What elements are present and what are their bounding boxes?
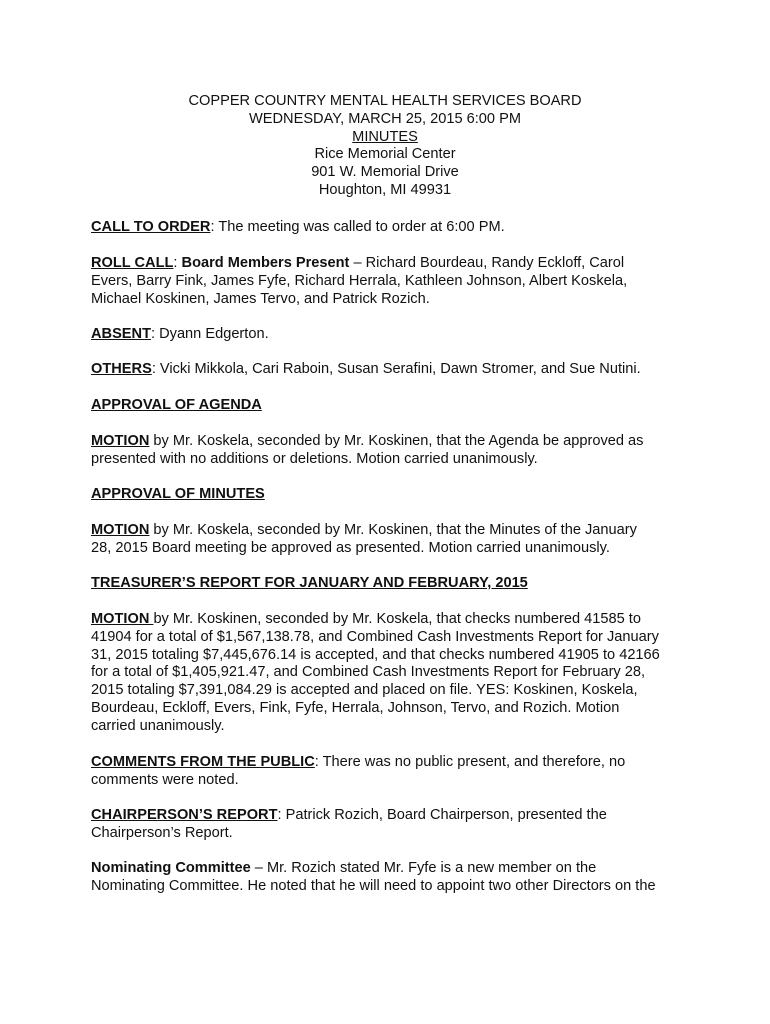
chairperson-report-section (91, 807, 691, 843)
roll-call-sep: : (173, 255, 182, 271)
motion-line: presented with no additions or deletions. Motion carried unanimously. (91, 450, 538, 467)
public-comments-line: comments were noted. (91, 771, 239, 788)
approval-agenda-motion (91, 433, 691, 469)
absent-label: ABSENT (91, 326, 151, 342)
roll-call-label: ROLL CALL (91, 255, 174, 271)
minutes-title: MINUTES (352, 128, 418, 145)
roll-call-line: Michael Koskinen, James Tervo, and Patrick Rozich. (91, 290, 430, 307)
motion-line: 2015 totaling $7,391,084.29 is accepted and placed on file. YES: Koskinen, Koskela, (91, 682, 638, 699)
approval-agenda-heading (91, 397, 691, 415)
motion-line: by Mr. Koskinen, seconded by Mr. Koskela, that checks numbered 41585 to (153, 611, 641, 627)
document-header (0, 93, 770, 200)
public-comments-line: : There was no public present, and therefore, no (314, 754, 626, 770)
roll-call-line: Evers, Barry Fink, James Fyfe, Richard Herrala, Kathleen Johnson, Albert Koskela, (91, 272, 628, 289)
approval-minutes-heading (91, 486, 691, 504)
motion-line: for a total of $1,405,921.47, and Combined Cash Investments Report for February 28, (91, 664, 646, 681)
nominating-line: – Mr. Rozich stated Mr. Fyfe is a new member on the (250, 860, 597, 876)
call-to-order-label: CALL TO ORDER (91, 219, 211, 235)
public-comments-section (91, 754, 691, 790)
meeting-city: Houghton, MI 49931 (318, 181, 452, 198)
meeting-location: Rice Memorial Center (314, 146, 456, 163)
section-heading: APPROVAL OF MINUTES (91, 486, 265, 502)
roll-call-section (91, 255, 691, 308)
call-to-order-section (91, 219, 691, 237)
motion-line: carried unanimously. (91, 717, 225, 734)
motion-line: by Mr. Koskela, seconded by Mr. Koskinen, that the Minutes of the January (149, 522, 637, 538)
public-comments-label: COMMENTS FROM THE PUBLIC (91, 754, 315, 770)
others-label: OTHERS (91, 361, 152, 377)
roll-call-line: – Richard Bourdeau, Randy Eckloff, Carol (349, 255, 625, 271)
motion-line: 28, 2015 Board meeting be approved as presented. Motion carried unanimously. (91, 539, 610, 556)
meeting-address: 901 W. Memorial Drive (311, 164, 459, 181)
chairperson-report-label: CHAIRPERSON’S REPORT (91, 807, 278, 823)
absent-section (91, 326, 691, 344)
section-heading: APPROVAL OF AGENDA (91, 397, 262, 413)
meeting-date: WEDNESDAY, MARCH 25, 2015 6:00 PM (249, 110, 521, 127)
section-heading: TREASURER’S REPORT FOR JANUARY AND FEBRUARY, 2015 (91, 575, 528, 591)
nominating-line: Nominating Committee. He noted that he will need to appoint two other Directors on the (91, 877, 656, 894)
approval-minutes-motion (91, 522, 691, 558)
treasurer-heading (91, 575, 691, 593)
board-members-present-label: Board Members Present (181, 255, 350, 271)
motion-label: MOTION (91, 611, 154, 627)
others-text: : Vicki Mikkola, Cari Raboin, Susan Serafini, Dawn Stromer, and Sue Nutini. (151, 361, 641, 377)
motion-label: MOTION (91, 522, 150, 538)
chairperson-report-line: : Patrick Rozich, Board Chairperson, presented the (277, 807, 607, 823)
motion-label: MOTION (91, 433, 150, 449)
others-section (91, 361, 691, 379)
motion-line: 31, 2015 totaling $7,445,676.14 is accepted, and that checks numbered 41905 to 42166 (91, 646, 660, 663)
nominating-committee-section (91, 860, 691, 896)
treasurer-motion (91, 611, 691, 736)
board-name: COPPER COUNTRY MENTAL HEALTH SERVICES BOARD (188, 93, 582, 109)
chairperson-report-line: Chairperson’s Report. (91, 824, 233, 841)
absent-text: : Dyann Edgerton. (151, 326, 269, 342)
motion-line: by Mr. Koskela, seconded by Mr. Koskinen, that the Agenda be approved as (149, 433, 644, 449)
motion-line: Bourdeau, Eckloff, Evers, Fink, Fyfe, Herrala, Johnson, Tervo, and Rozich. Motion (91, 699, 620, 716)
nominating-committee-label: Nominating Committee (91, 860, 251, 876)
call-to-order-text: : The meeting was called to order at 6:00 PM. (210, 219, 505, 235)
motion-line: 41904 for a total of $1,567,138.78, and Combined Cash Investments Report for January (91, 628, 659, 645)
